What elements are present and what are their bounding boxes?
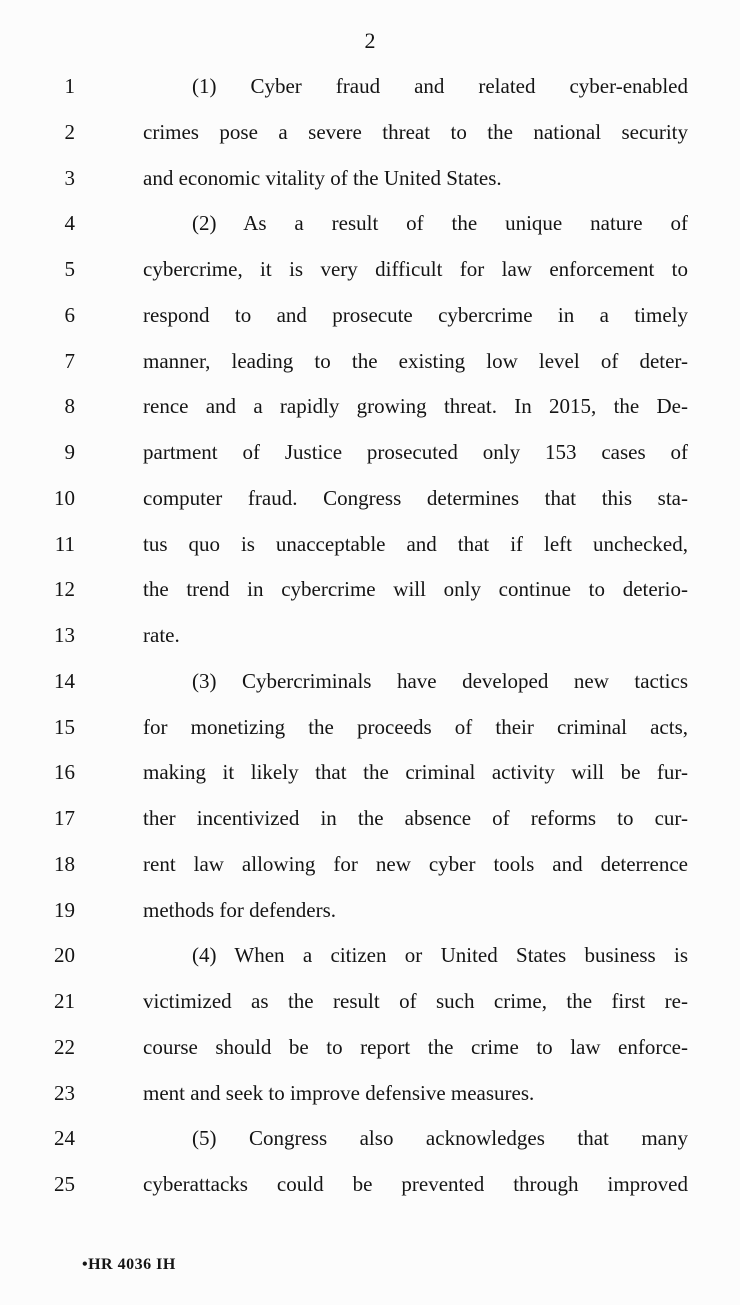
line-text: course should be to report the crime to law enforce- [143,1034,688,1059]
document-line [0,888,740,934]
document-line [0,110,740,156]
line-number: 9 [64,440,75,464]
line-number: 11 [54,531,75,556]
line-text: manner, leading to the existing low level of deter- [143,348,688,373]
line-number: 5 [64,257,75,281]
document-line [0,1025,740,1071]
line-text: the trend in cybercrime will only continue to deterio- [143,577,688,602]
document-lines [0,64,740,1208]
line-text: ther incentivized in the absence of reforms to cur- [143,806,688,830]
document-line [0,705,740,751]
line-text: victimized as the result of such crime, the first re- [143,989,688,1013]
document-line [0,1071,740,1117]
line-text: cyberattacks could be prevented through improved [143,1172,688,1196]
document-line [0,522,740,568]
line-number: 3 [64,165,75,190]
document-line [0,201,740,247]
line-text: for monetizing the proceeds of their criminal acts, [143,714,688,739]
document-line [0,659,740,705]
line-number: 6 [64,302,75,327]
document-line [0,567,740,613]
document-line [0,384,740,430]
line-text: (5) Congress also acknowledges that many [192,1126,688,1151]
line-text: methods for defenders. [143,897,337,922]
line-number: 19 [54,897,75,922]
line-number: 1 [64,74,75,98]
line-text: cybercrime, it is very difficult for law enforcement to [143,257,688,281]
line-text: crimes pose a severe threat to the national security [143,119,688,144]
line-text: rence and a rapidly growing threat. In 2015, the De- [143,394,688,419]
line-number: 14 [54,668,75,693]
line-text: rate. [143,623,180,647]
document-line [0,247,740,293]
line-number: 20 [54,943,75,968]
line-number: 15 [54,714,75,739]
document-line [0,339,740,385]
document-line [0,933,740,979]
line-text: ment and seek to improve defensive measures. [143,1080,535,1105]
document-line [0,1116,740,1162]
line-number: 17 [54,806,75,830]
line-number: 8 [64,394,75,419]
document-line [0,293,740,339]
line-number: 10 [54,485,75,510]
line-number: 2 [64,119,75,144]
document-line [0,1162,740,1208]
document-footer [82,1256,176,1274]
line-text: rent law allowing for new cyber tools and deterrence [143,851,688,876]
line-number: 23 [54,1080,75,1105]
line-text: (3) Cybercriminals have developed new tactics [192,668,688,693]
line-number: 18 [54,851,75,876]
line-text: tus quo is unacceptable and that if left unchecked, [143,531,688,556]
page-number: 2 [364,28,376,53]
document-line [0,796,740,842]
line-text: and economic vitality of the United States. [143,165,502,190]
line-text: (4) When a citizen or United States business is [192,943,688,968]
line-number: 16 [54,760,75,785]
line-text: respond to and prosecute cybercrime in a timely [143,302,688,327]
document-line [0,64,740,110]
line-number: 22 [54,1034,75,1059]
line-number: 25 [54,1172,75,1196]
line-number: 21 [54,989,75,1013]
document-line [0,430,740,476]
document-line [0,476,740,522]
document-line [0,979,740,1025]
line-number: 12 [54,577,75,602]
line-number: 13 [54,623,75,647]
line-text: (1) Cyber fraud and related cyber-enabled [192,74,688,98]
document-line [0,842,740,888]
footer-bill-tag: •HR 4036 IH [82,1256,176,1273]
line-text: computer fraud. Congress determines that this sta- [143,485,688,510]
line-text: (2) As a result of the unique nature of [192,211,688,236]
line-number: 24 [54,1126,75,1151]
line-number: 4 [64,211,75,236]
document-line [0,156,740,202]
line-text: making it likely that the criminal activity will be fur- [143,760,688,785]
document-line [0,613,740,659]
line-text: partment of Justice prosecuted only 153 cases of [143,440,688,464]
document-line [0,750,740,796]
line-number: 7 [64,348,75,373]
